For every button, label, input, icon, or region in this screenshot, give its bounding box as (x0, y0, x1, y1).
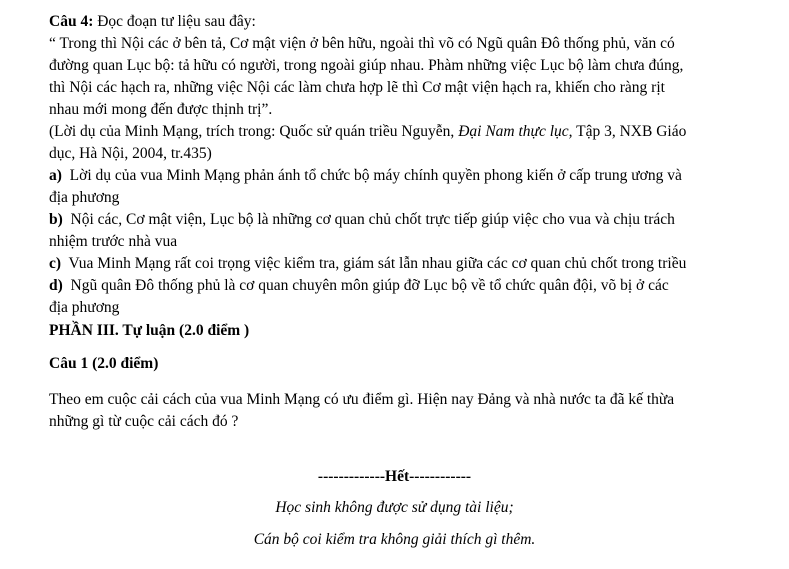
source-citation (49, 121, 739, 143)
option-a-line-2: địa phương (49, 189, 120, 206)
option-a-letter: a) (49, 167, 62, 184)
option-c (49, 253, 739, 275)
question-4-label: Câu 4: (49, 13, 94, 30)
part-3-title-text: PHẦN III. Tự luận (2.0 điểm ) (49, 322, 250, 339)
footer-note-1 (0, 497, 789, 519)
end-marker (0, 466, 789, 488)
option-d (49, 275, 739, 297)
option-d-letter: d) (49, 277, 63, 294)
quote-line-3: thì Nội các hạch ra, những việc Nội các làm chưa hợp lẽ thì Cơ mật viện hạch ra, khiến cho ràng rịt (49, 79, 665, 96)
footer-note-2 (0, 529, 789, 551)
question-1-line-2: những gì từ cuộc cải cách đó ? (49, 413, 239, 430)
part-3-title (49, 320, 739, 342)
quote-line-4: nhau mới mong đến được thịnh trị”. (49, 101, 273, 118)
option-d-line-2: địa phương (49, 299, 120, 316)
option-b-line-2: nhiệm trước nhà vua (49, 233, 178, 250)
option-a-text: Lời dụ của vua Minh Mạng phản ánh tổ chức bộ máy chính quyền phong kiến ở cấp trung ương và (61, 167, 682, 184)
end-marker-text: -------------Hết------------ (317, 468, 472, 485)
option-c-letter: c) (49, 255, 62, 272)
question-4-intro: Đọc đoạn tư liệu sau đây: (93, 13, 256, 30)
footer-note-2-text: Cán bộ coi kiểm tra không giải thích gì thêm. (253, 531, 536, 548)
quote-line-1: “ Trong thì Nội các ở bên tả, Cơ mật viện ở bên hữu, ngoài thì võ có Ngũ quân Đô thống phủ, văn có (49, 35, 675, 52)
source-title: Đại Nam thực lục, (458, 123, 573, 140)
question-1-title (49, 353, 739, 375)
source-post: Tập 3, NXB Giáo (572, 123, 687, 140)
option-b-text: Nội các, Cơ mật viện, Lục bộ là những cơ quan chủ chốt trực tiếp giúp việc cho vua và chịu trách (62, 211, 675, 228)
source-pre: (Lời dụ của Minh Mạng, trích trong: Quốc sử quán triều Nguyễn, (49, 123, 459, 140)
source-citation-line-2: dục, Hà Nội, 2004, tr.435) (49, 145, 212, 162)
option-c-text: Vua Minh Mạng rất coi trọng việc kiểm tra, giám sát lẫn nhau giữa các cơ quan chủ chốt trong triều (61, 255, 687, 272)
question-4-heading (49, 11, 739, 33)
option-a (49, 165, 739, 187)
question-1-line-1: Theo em cuộc cải cách của vua Minh Mạng có ưu điểm gì. Hiện nay Đảng và nhà nước ta đã kế thừa (49, 391, 675, 408)
quote-line-2: đường quan Lục bộ: tả hữu có người, trong ngoài giúp nhau. Phàm những việc Lục bộ làm chưa đúng, (49, 57, 684, 74)
option-b (49, 209, 739, 231)
footer-note-1-text: Học sinh không được sử dụng tài liệu; (275, 499, 514, 516)
question-1-title-text: Câu 1 (2.0 điểm) (49, 355, 159, 372)
option-b-letter: b) (49, 211, 63, 228)
option-d-text: Ngũ quân Đô thống phủ là cơ quan chuyên môn giúp đỡ Lục bộ về tổ chức quân đội, võ bị ở các (62, 277, 669, 294)
